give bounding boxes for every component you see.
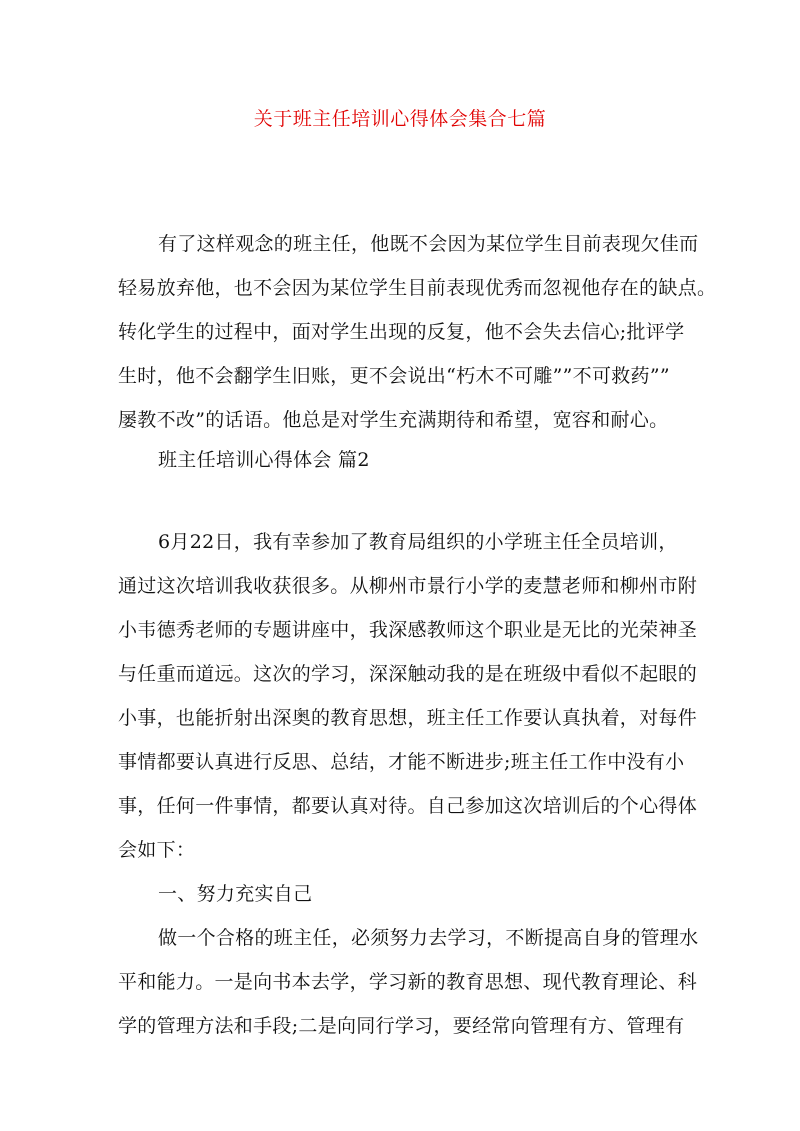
paragraph-2-line-4: 与任重而道远。这次的学习，深深触动我的是在班级中看似不起眼的 xyxy=(118,663,698,685)
paragraph-2-line-8: 会如下： xyxy=(118,839,196,861)
paragraph-1-line-3: 转化学生的过程中，面对学生出现的反复，他不会失去信心;批评学 xyxy=(118,321,685,343)
paragraph-2-line-7: 事，任何一件事情，都要认真对待。自己参加这次培训后的个心得体 xyxy=(118,795,698,817)
paragraph-1-line-4: 生时，他不会翻学生旧账，更不会说出“朽木不可雕””不可救药”” xyxy=(118,365,670,387)
document-title: 关于班主任培训心得体会集合七篇 xyxy=(253,108,547,130)
paragraph-2-line-1: 6月22日，我有幸参加了教育局组织的小学班主任全员培训， xyxy=(158,531,678,553)
paragraph-1-line-5: 屡教不改”的话语。他总是对学生充满期待和希望，宽容和耐心。 xyxy=(118,409,669,431)
subsection-heading-1: 一、努力充实自己 xyxy=(158,883,313,905)
paragraph-2-line-5: 小事，也能折射出深奥的教育思想，班主任工作要认真执着，对每件 xyxy=(118,707,698,729)
paragraph-1-line-2: 轻易放弃他，也不会因为某位学生目前表现优秀而忽视他存在的缺点。 xyxy=(118,277,717,299)
paragraph-2-line-2: 通过这次培训我收获很多。从柳州市景行小学的麦慧老师和柳州市附 xyxy=(118,575,698,597)
paragraph-3-line-1: 做一个合格的班主任，必须努力去学习，不断提高自身的管理水 xyxy=(158,927,699,949)
paragraph-3-line-3: 学的管理方法和手段;二是向同行学习，要经常向管理有方、管理有 xyxy=(118,1015,685,1037)
paragraph-3-line-2: 平和能力。一是向书本去学，学习新的教育思想、现代教育理论、科 xyxy=(118,971,698,993)
paragraph-2-line-6: 事情都要认真进行反思、总结，才能不断进步;班主任工作中没有小 xyxy=(118,751,685,773)
paragraph-1-line-1: 有了这样观念的班主任，他既不会因为某位学生目前表现欠佳而 xyxy=(158,233,699,255)
section-heading-2: 班主任培训心得体会 篇2 xyxy=(158,449,370,471)
paragraph-2-line-3: 小韦德秀老师的专题讲座中，我深感教师这个职业是无比的光荣神圣 xyxy=(118,619,698,641)
